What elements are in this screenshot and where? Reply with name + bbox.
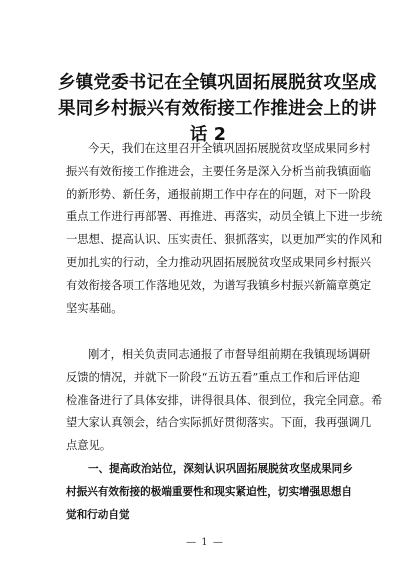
paragraph-line: 反馈的情况，并就下一阶段“五访五看”重点工作和后评估迎 [66, 370, 360, 384]
document-title [58, 70, 377, 148]
title-line: 果同乡村振兴有效衔接工作推进会上的讲 [58, 99, 377, 119]
heading-line: 一、提高政治站位，深刻认识巩固拓展脱贫攻坚成果同乡 [88, 463, 353, 475]
section-heading-1 [66, 458, 353, 526]
paragraph-opening [66, 138, 383, 320]
paragraph-line: 坚实基础。 [66, 301, 123, 315]
paragraph-line: 点意见。 [66, 439, 112, 453]
heading-line: 觉和行动自觉 [66, 508, 130, 521]
paragraph-line: 今天，我们在这里召开全镇巩固拓展脱贫攻坚成果同乡村 [88, 142, 371, 155]
paragraph-line: 的新形势、新任务，通报前期工作中存在的问题，对下一阶段 [66, 187, 372, 201]
heading-line: 村振兴有效衔接的极端重要性和现实紧迫性，切实增强思想自 [66, 485, 353, 498]
page-number: — 1 — [186, 537, 224, 548]
paragraph-line: 检准备进行了具体安排，讲得很具体、很到位，我完全同意。希 [66, 393, 383, 407]
title-line: 乡镇党委书记在全镇巩固拓展脱贫攻坚成 [58, 73, 377, 93]
paragraph-feedback [66, 344, 383, 458]
paragraph-line: 有效衔接各项工作落地见效，为谱写我镇乡村振兴新篇章奠定 [66, 278, 372, 292]
paragraph-line: 一思想、提高认识、压实责任、狠抓落实，以更加严实的作风和 [66, 233, 383, 247]
title-line: 话 2 [189, 125, 227, 145]
paragraph-line: 刚才，相关负责同志通报了市督导组前期在我镇现场调研 [88, 348, 371, 361]
paragraph-line: 振兴有效衔接工作推进会，主要任务是深入分析当前我镇面临 [66, 164, 372, 178]
paragraph-line: 更加扎实的行动，全力推动巩固拓展脱贫攻坚成果同乡村振兴 [66, 255, 372, 269]
paragraph-line: 重点工作进行再部署、再推进、再落实，动员全镇上下进一步统 [66, 210, 383, 224]
paragraph-line: 望大家认真领会，结合实际抓好贯彻落实。下面，我再强调几 [66, 416, 372, 430]
